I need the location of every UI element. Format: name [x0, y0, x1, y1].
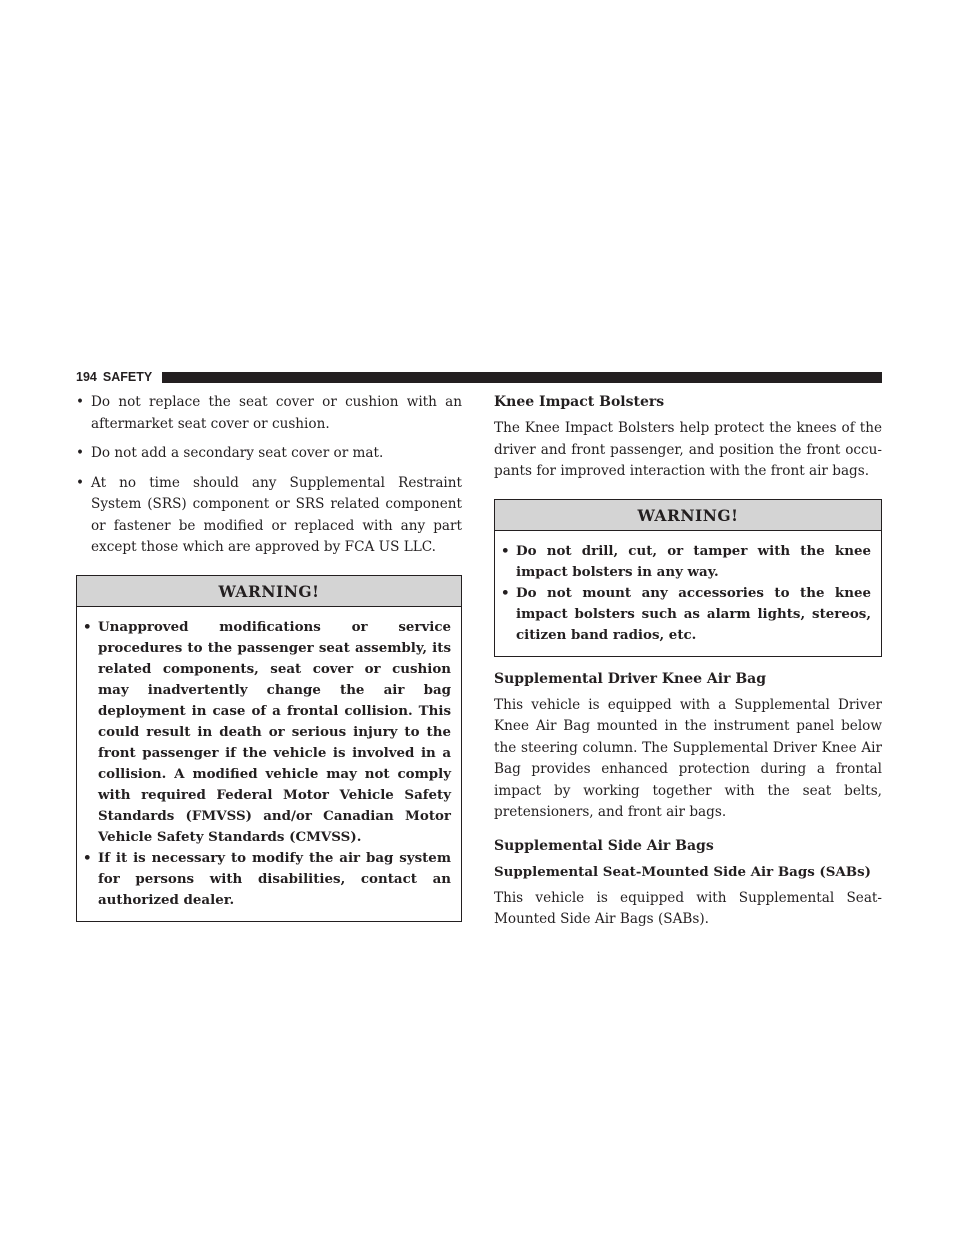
bullet-icon: • — [83, 618, 92, 635]
warning-box-knee — [494, 499, 882, 657]
bullet-icon: • — [501, 542, 510, 559]
header-rule — [162, 372, 882, 383]
knee-bolsters-text: The Knee Impact Bolsters help protect the knees of the driver and front passenger, and position the front occu-pants for improved interaction with the front air bags. — [494, 420, 882, 479]
list-item: • At no time should any Supplemental Restraint System (SRS) component or SRS related component or fastener be modified or replaced with any part except those which are approved by FCA US LLC. — [76, 474, 462, 555]
warning-list — [77, 607, 461, 921]
warning-item: • Do not mount any accessories to the knee impact bolsters such as alarm lights, stereos, citizen band radios, etc. — [501, 584, 871, 643]
page-header — [76, 369, 882, 385]
section-heading-knee-bolsters: Knee Impact Bolsters — [494, 394, 665, 410]
section-title: SAFETY — [102, 370, 153, 384]
warning-list — [495, 531, 881, 656]
bullet-icon: • — [76, 394, 85, 410]
warning-item: • If it is necessary to modify the air bag system for persons with disabilities, contact an authorized dealer. — [83, 849, 451, 908]
seat-cover-list — [76, 392, 462, 559]
list-item: • Do not replace the seat cover or cushion with an aftermarket seat cover or cushion. — [76, 394, 462, 432]
driver-knee-airbag-text: This vehicle is equipped with a Supplemental Driver Knee Air Bag mounted in the instrument panel below the steering column. The Supplemental Driver Knee Air Bag provides enhanced protection during a frontal impact by working together with the seat belts, pretensioners, and front air bags. — [494, 696, 882, 820]
page-number: 194 — [76, 370, 97, 384]
section-heading-driver-knee-airbag: Supplemental Driver Knee Air Bag — [494, 670, 767, 687]
warning-title: WARNING! — [77, 576, 461, 607]
subheading-seat-mounted-sabs: Supplemental Seat-Mounted Side Air Bags (SABs) — [494, 863, 871, 880]
bullet-icon: • — [83, 849, 92, 866]
right-column — [494, 392, 882, 943]
sabs-text: This vehicle is equipped with Supplemental Seat-Mounted Side Air Bags (SABs). — [494, 889, 882, 927]
warning-item: • Do not drill, cut, or tamper with the knee impact bolsters in any way. — [501, 542, 871, 580]
bullet-icon: • — [76, 474, 85, 491]
section-heading-side-airbags: Supplemental Side Air Bags — [494, 837, 714, 854]
bullet-icon: • — [76, 445, 85, 461]
warning-item: • Unapproved modifications or service procedures to the passenger seat assembly, its related components, seat cover or cushion may inadvertently change the air bag deployment in case of a frontal collision. This could result in death or serious injury to the front passenger if the vehicle is involved in a collision. A modified vehicle may not comply with required Federal Motor Vehicle Safety Standards (FMVSS) and/or Canadian Motor Vehicle Safety Standards (CMVSS). — [83, 618, 451, 845]
warning-box-seat — [76, 575, 462, 922]
left-column — [76, 392, 462, 922]
warning-title: WARNING! — [495, 500, 881, 531]
bullet-icon: • — [501, 584, 510, 601]
list-item: • Do not add a secondary seat cover or mat. — [76, 443, 462, 465]
